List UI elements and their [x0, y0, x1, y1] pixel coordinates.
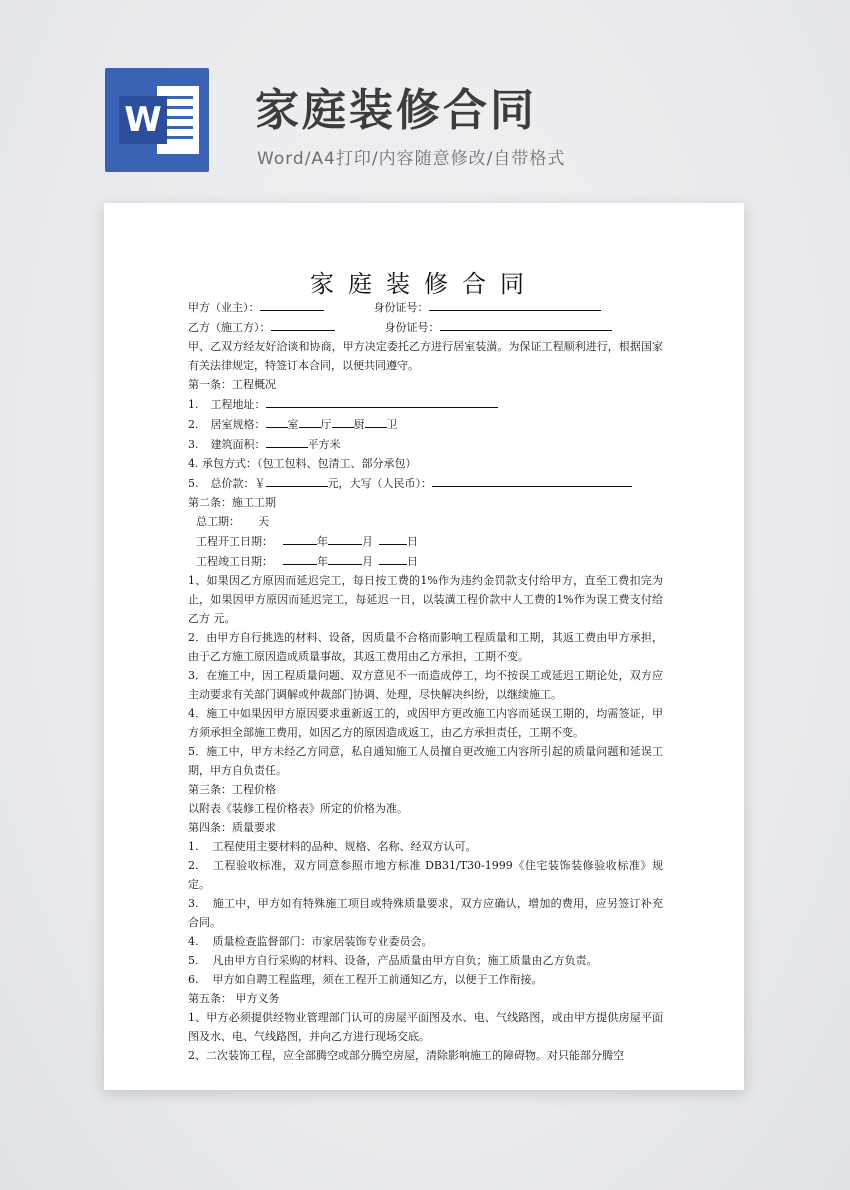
bath-blank [365, 414, 387, 428]
item-text: 施工中，甲方如有特殊施工项目或特殊质量要求，双方应确认，增加的费用，应另签订补充合同。 [188, 897, 663, 929]
article-1-title: 第一条：工程概况 [188, 378, 276, 391]
document-page [104, 203, 744, 1090]
article-4-item [188, 837, 663, 856]
item-text: 质量检查监督部门：市家居装饰专业委员会。 [212, 935, 433, 948]
end-date-label: 工程竣工日期： [196, 555, 273, 568]
area-label: 建筑面积： [210, 438, 266, 451]
article-4-item [188, 932, 663, 951]
article-2-clause-1: 1、如果因乙方原因而延迟完工，每日按工费的1%作为违约金罚款支付给甲方，直至工费扣完为止，如果因甲方原因而延迟完工，每延迟一日，以装潢工程价款中人工费的1%作为误工费支付给乙方 元。 [188, 574, 663, 625]
item-number: 3. [188, 897, 199, 910]
item-number: 3. [188, 438, 199, 451]
room-label: 室 [287, 418, 299, 431]
price-blank [266, 473, 328, 487]
item-number: 5. [188, 954, 199, 967]
end-year-blank [283, 551, 317, 565]
month-label: 月 [362, 535, 373, 548]
party-b-blank [271, 317, 335, 331]
article-4-item [188, 894, 663, 932]
hall-label: 厅 [320, 418, 332, 431]
end-month-blank [328, 551, 362, 565]
end-day-blank [379, 551, 407, 565]
party-b-id-blank [440, 317, 612, 331]
item-number: 5. [188, 477, 199, 490]
article-5-clause-2: 2、二次装饰工程，应全部腾空或部分腾空房屋，清除影响施工的障碍物。对只能部分腾空 [188, 1049, 624, 1062]
party-a-blank [260, 297, 324, 311]
year-label: 年 [317, 555, 328, 568]
article-1-item-1 [188, 394, 663, 414]
month-label: 月 [362, 555, 373, 568]
total-period-label: 总工期： [196, 515, 240, 528]
article-2-clause-5: 5．施工中，甲方未经乙方同意，私自通知施工人员擅自更改施工内容所引起的质量问题和延误工期，甲方自负责任。 [188, 745, 663, 777]
price-label: 总价款：￥ [210, 477, 266, 490]
word-letter: W [119, 96, 167, 144]
article-5-title: 第五条： 甲方义务 [188, 992, 280, 1005]
hall-blank [299, 414, 321, 428]
address-label: 工程地址： [210, 398, 266, 411]
kitchen-label: 厨 [353, 418, 365, 431]
party-a-line [188, 297, 663, 317]
article-1-item-4: 4. 承包方式：（包工包料、包清工、部分承包） [188, 457, 417, 470]
item-number: 2. [188, 859, 199, 872]
item-number: 6. [188, 973, 199, 986]
page-subtitle: Word/A4打印/内容随意修改/自带格式 [257, 149, 566, 169]
kitchen-blank [332, 414, 354, 428]
article-1-item-5 [188, 473, 663, 493]
page-title: 家庭装修合同 [255, 85, 537, 136]
year-label: 年 [317, 535, 328, 548]
party-a-id-label: 身份证号： [373, 301, 429, 314]
article-2-clause-4: 4．施工中如果因甲方原因要求重新返工的，或因甲方更改施工内容而延误工期的，均需签证，甲方须承担全部施工费用，如因乙方的原因造成返工，由乙方承担责任，工期不变。 [188, 707, 663, 739]
item-text: 凡由甲方自行采购的材料、设备，产品质量由甲方自负；施工质量由乙方负责。 [212, 954, 598, 967]
article-2-clause-2: 2．由甲方自行挑选的材料、设备，因质量不合格而影响工程质量和工期，其返工费由甲方承担，由于乙方施工原因造成质量事故，其返工费用由乙方承担，工期不变。 [188, 631, 663, 663]
party-b-label: 乙方（施工方）： [188, 321, 271, 334]
start-year-blank [283, 531, 317, 545]
party-a-label: 甲方（业主）： [188, 301, 260, 314]
start-day-blank [379, 531, 407, 545]
intro-paragraph: 甲、乙双方经友好洽谈和协商，甲方决定委托乙方进行居室装潢。为保证工程顺利进行，根据国家有关法律规定，特签订本合同，以便共同遵守。 [188, 340, 663, 372]
total-period-unit: 天 [258, 515, 269, 528]
article-2-title: 第二条：施工工期 [188, 496, 276, 509]
party-b-id-label: 身份证号： [384, 321, 440, 334]
contract-body [188, 297, 663, 1065]
start-date-label: 工程开工日期： [196, 535, 273, 548]
article-4-item [188, 970, 663, 989]
end-date-line [188, 551, 663, 571]
item-number: 4. [188, 935, 199, 948]
word-icon [105, 68, 209, 172]
address-blank [266, 394, 498, 408]
article-3-text: 以附表《装修工程价格表》所定的价格为准。 [188, 802, 408, 815]
rooms-label: 居室规格： [210, 418, 266, 431]
price-words-blank [432, 473, 632, 487]
area-blank [266, 434, 308, 448]
day-label: 日 [407, 535, 418, 548]
article-1-item-2 [188, 414, 663, 434]
party-a-id-blank [429, 297, 601, 311]
bath-label: 卫 [386, 418, 398, 431]
day-label: 日 [407, 555, 418, 568]
price-unit: 元，大写（人民币）： [327, 477, 432, 490]
article-5-clause-1: 1、甲方必须提供经物业管理部门认可的房屋平面图及水、电、气线路图，或由甲方提供房屋平面图及水、电、气线路图，并向乙方进行现场交底。 [188, 1011, 663, 1043]
article-1-item-3 [188, 434, 663, 454]
article-3-title: 第三条：工程价格 [188, 783, 276, 796]
party-b-line [188, 317, 663, 337]
start-month-blank [328, 531, 362, 545]
item-number: 1. [188, 398, 199, 411]
article-4-item [188, 856, 663, 894]
rooms-blank [266, 414, 288, 428]
article-4-title: 第四条：质量要求 [188, 821, 276, 834]
start-date-line [188, 531, 663, 551]
item-text: 工程验收标准，双方同意参照市地方标准 DB31/T30-1999《住宅装饰装修验收标准》规定。 [188, 859, 663, 891]
contract-title: 家庭装修合同 [310, 270, 538, 298]
article-4-item [188, 951, 663, 970]
item-text: 甲方如自聘工程监理，须在工程开工前通知乙方，以便于工作衔接。 [212, 973, 543, 986]
area-unit: 平方米 [307, 438, 341, 451]
item-number: 2. [188, 418, 199, 431]
article-2-clause-3: 3．在施工中，因工程质量问题、双方意见不一而造成停工，均不按误工或延迟工期论处，双方应主动要求有关部门调解或仲裁部门协调、处理，尽快解决纠纷，以继续施工。 [188, 669, 663, 701]
item-text: 工程使用主要材料的品种、规格、名称、经双方认可。 [212, 840, 477, 853]
total-period-line [188, 512, 663, 531]
item-number: 1. [188, 840, 199, 853]
